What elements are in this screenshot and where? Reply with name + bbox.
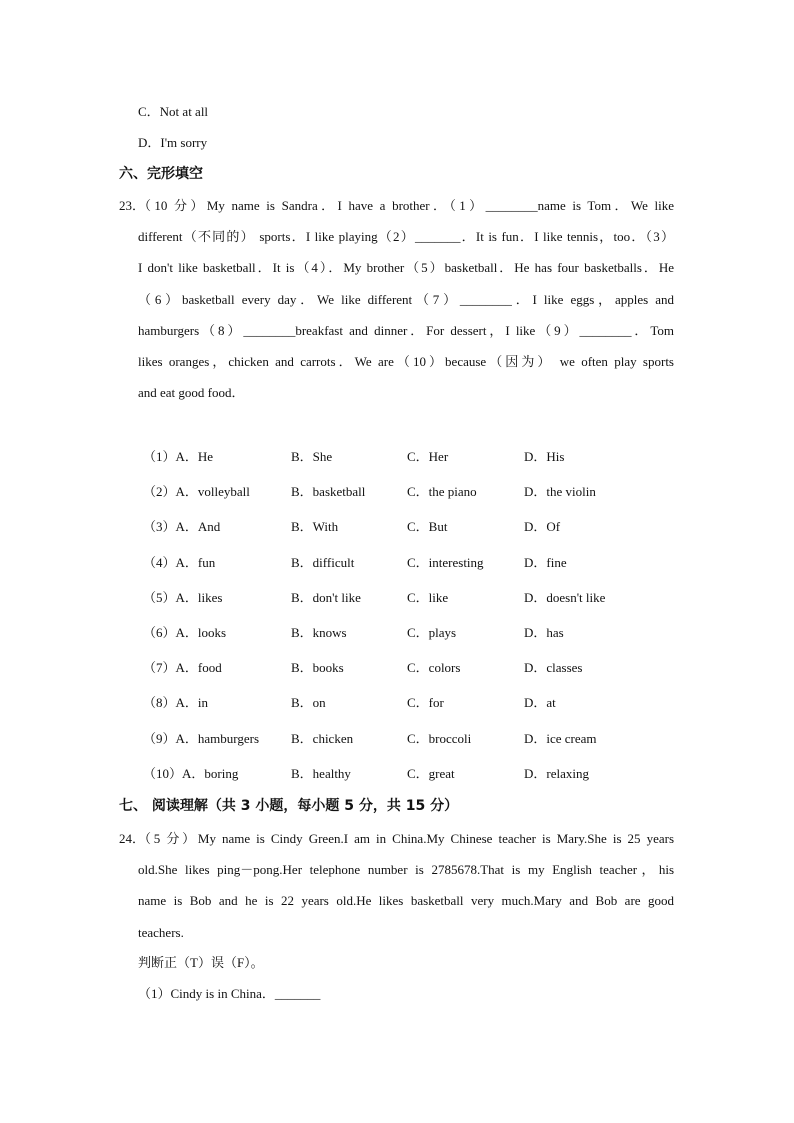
option-b: B．don't like: [291, 590, 361, 605]
option-a: （7）A．food: [143, 660, 222, 675]
passage-line: likes oranges，chicken and carrots．We are（10）because（因为） we often play sports: [138, 354, 674, 369]
option-c: C．But: [407, 519, 448, 534]
option-d: D．Of: [524, 519, 561, 534]
option-d: D．has: [524, 625, 564, 640]
option-d: D．relaxing: [524, 766, 589, 781]
option-d: D．classes: [524, 660, 583, 675]
question-number-24: 24．: [119, 831, 146, 846]
question-number-23: 23．: [119, 198, 146, 213]
passage-line: （5 分）My name is Cindy Green.I am in China.My Chinese teacher is Mary.She is 25 years: [138, 831, 674, 846]
passage-line: hamburgers（8）________breakfast and dinner．For dessert，I like（9）________．Tom: [138, 323, 674, 338]
option-c: C．plays: [407, 625, 457, 640]
passage-line: （10 分）My name is Sandra．I have a brother．（1）________name is Tom．We like: [138, 198, 674, 213]
option-a: （4）A．fun: [143, 555, 216, 570]
prev-option-d: D．I'm sorry: [138, 135, 208, 150]
passage-line: teachers.: [138, 925, 184, 940]
passage-line: I don't like basketball．It is（4）．My brother（5）basketball．He has four basketballs．He: [138, 260, 674, 275]
section-heading-cloze: 六、完形填空: [119, 166, 203, 182]
option-a: （8）A．in: [143, 695, 209, 710]
passage-line: （6）basketball every day．We like different（7）________．I like eggs，apples and: [138, 292, 674, 307]
option-b: B．She: [291, 449, 333, 464]
option-d: D．the violin: [524, 484, 596, 499]
option-a: （6）A．looks: [143, 625, 227, 640]
option-b: B．books: [291, 660, 344, 675]
option-b: B．With: [291, 519, 339, 534]
option-d: D．ice cream: [524, 731, 597, 746]
option-b: B．knows: [291, 625, 347, 640]
option-c: C．interesting: [407, 555, 484, 570]
passage-line: name is Bob and he is 22 years old.He likes basketball very much.Mary and Bob are good: [138, 893, 674, 908]
option-d: D．at: [524, 695, 556, 710]
option-a: （10）A．boring: [143, 766, 239, 781]
option-c: C．for: [407, 695, 444, 710]
option-b: B．healthy: [291, 766, 351, 781]
option-b: B．basketball: [291, 484, 366, 499]
option-d: D．His: [524, 449, 565, 464]
prev-option-c: C．Not at all: [138, 104, 209, 119]
option-d: D．doesn't like: [524, 590, 606, 605]
option-a: （9）A．hamburgers: [143, 731, 260, 746]
option-b: B．chicken: [291, 731, 354, 746]
section-heading-reading: 七、 阅读理解（共 3 小题，每小题 5 分，共 15 分）: [119, 798, 459, 814]
passage-line: and eat good food．: [138, 385, 245, 400]
option-c: C．broccoli: [407, 731, 472, 746]
passage-line: different（不同的） sports．I like playing（2）_______．It is fun．I like tennis，too．（3）: [138, 229, 674, 244]
option-c: C．colors: [407, 660, 461, 675]
option-c: C．Her: [407, 449, 449, 464]
option-a: （1）A．He: [143, 449, 214, 464]
option-b: B．on: [291, 695, 326, 710]
passage-line: old.She likes ping－pong.Her telephone number is 2785678.That is my English teacher，his: [138, 862, 674, 877]
option-c: C．great: [407, 766, 455, 781]
option-c: C．like: [407, 590, 449, 605]
option-d: D．fine: [524, 555, 567, 570]
option-a: （2）A．volleyball: [143, 484, 250, 499]
option-a: （5）A．likes: [143, 590, 223, 605]
option-b: B．difficult: [291, 555, 355, 570]
sub-question-1: （1）Cindy is in China．_______: [138, 986, 321, 1001]
option-a: （3）A．And: [143, 519, 221, 534]
option-c: C．the piano: [407, 484, 477, 499]
true-false-instruction: 判断正（T）误（F）。: [138, 955, 264, 970]
